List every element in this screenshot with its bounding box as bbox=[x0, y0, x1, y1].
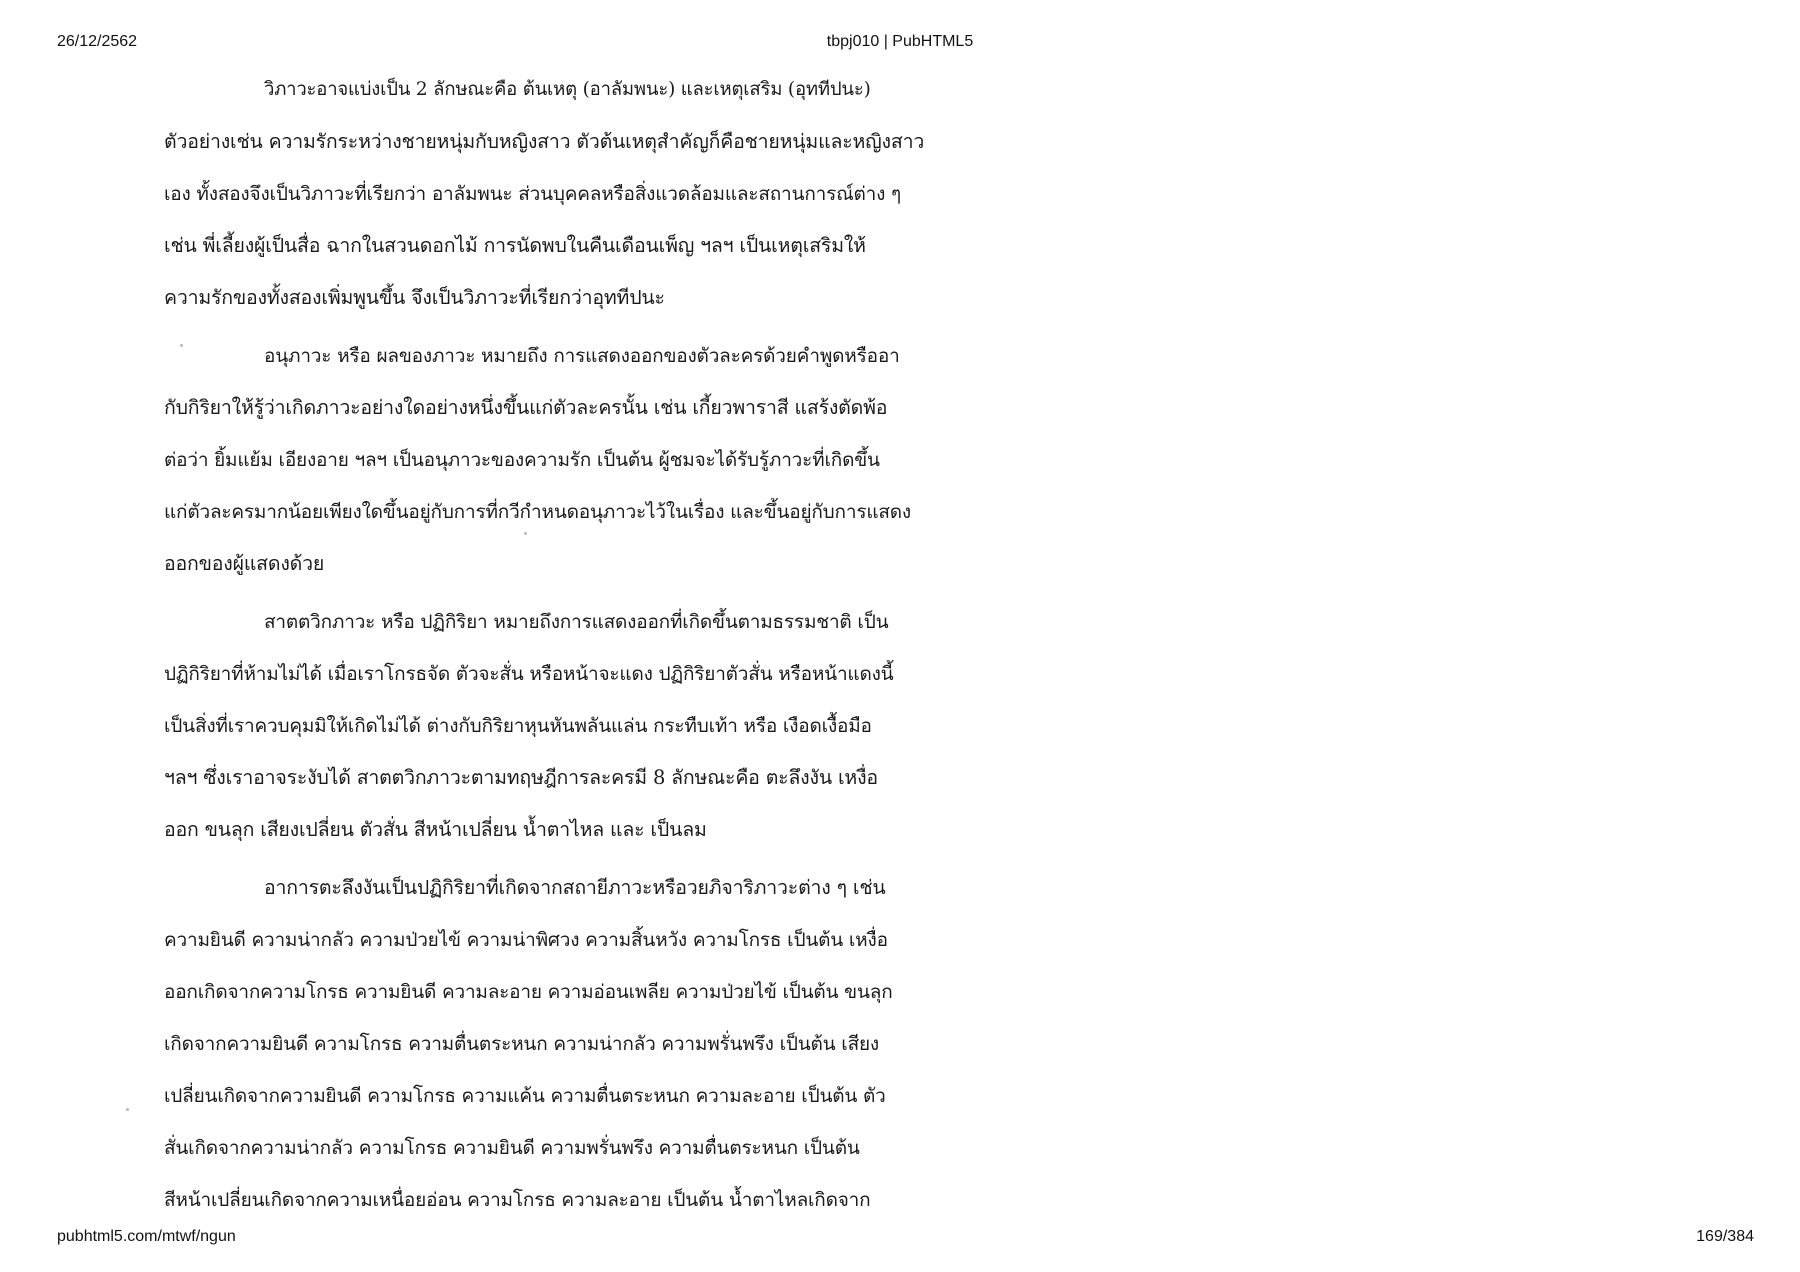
text-line: เช่น พี่เลี้ยงผู้เป็นสื่อ ฉากในสวนดอกไม้ การนัดพบในคืนเดือนเพ็ญ ฯลฯ เป็นเหตุเสริมให้ bbox=[164, 234, 866, 257]
text-line: แก่ตัวละครมากน้อยเพียงใดขึ้นอยู่กับการที่กวีกำหนดอนุภาวะไว้ในเรื่อง และขึ้นอยู่กับการแสดง bbox=[164, 501, 911, 523]
print-date: 26/12/2562 bbox=[57, 33, 138, 50]
text-line: วิภาวะอาจแบ่งเป็น 2 ลักษณะคือ ต้นเหตุ (อาลัมพนะ) และเหตุเสริม (อุททีปนะ) bbox=[264, 79, 871, 100]
text-line: ความยินดี ความน่ากลัว ความป่วยไข้ ความน่าพิศวง ความสิ้นหวัง ความโกรธ เป็นต้น เหงื่อ bbox=[164, 929, 888, 951]
text-line: ฯลฯ ซึ่งเราอาจระงับได้ สาตตวิกภาวะตามทฤษฎีการละครมี 8 ลักษณะคือ ตะลึงงัน เหงื่อ bbox=[164, 766, 878, 789]
scan-speck bbox=[126, 1108, 129, 1111]
page-counter: 169/384 bbox=[1696, 1228, 1754, 1245]
text-line: สีหน้าเปลี่ยนเกิดจากความเหนื่อยอ่อน ความโกรธ ความละอาย เป็นต้น น้ำตาไหลเกิดจาก bbox=[164, 1189, 871, 1211]
text-line: ออกเกิดจากความโกรธ ความยินดี ความละอาย ความอ่อนเพลีย ความป่วยไข้ เป็นต้น ขนลุก bbox=[164, 981, 893, 1003]
text-line: ตัวอย่างเช่น ความรักระหว่างชายหนุ่มกับหญิงสาว ตัวต้นเหตุสำคัญก็คือชายหนุ่มและหญิงสาว bbox=[164, 130, 925, 153]
text-line: ออกของผู้แสดงด้วย bbox=[164, 552, 325, 575]
text-line: อนุภาวะ หรือ ผลของภาวะ หมายถึง การแสดงออกของตัวละครด้วยคำพูดหรืออา bbox=[264, 345, 900, 367]
text-line: ความรักของทั้งสองเพิ่มพูนขึ้น จึงเป็นวิภาวะที่เรียกว่าอุททีปนะ bbox=[164, 286, 665, 309]
text-line: สั่นเกิดจากความน่ากลัว ความโกรธ ความยินดี ความพรั่นพรึง ความตื่นตระหนก เป็นต้น bbox=[164, 1137, 860, 1159]
scan-speck bbox=[524, 532, 527, 535]
text-line: ออก ขนลุก เสียงเปลี่ยน ตัวสั่น สีหน้าเปลี่ยน น้ำตาไหล และ เป็นลม bbox=[164, 818, 707, 841]
text-line: เปลี่ยนเกิดจากความยินดี ความโกรธ ความแค้น ความตื่นตระหนก ความละอาย เป็นต้น ตัว bbox=[164, 1085, 886, 1107]
text-line: ปฏิกิริยาที่ห้ามไม่ได้ เมื่อเราโกรธจัด ตัวจะสั่น หรือหน้าจะแดง ปฏิกิริยาตัวสั่น หรือหน้าแดงนี้ bbox=[164, 663, 894, 685]
text-line: เอง ทั้งสองจึงเป็นวิภาวะที่เรียกว่า อาลัมพนะ ส่วนบุคคลหรือสิ่งแวดล้อมและสถานการณ์ต่าง ๆ bbox=[164, 183, 902, 205]
source-url: pubhtml5.com/mtwf/ngun bbox=[57, 1228, 236, 1245]
text-line: เป็นสิ่งที่เราควบคุมมิให้เกิดไม่ได้ ต่างกับกิริยาหุนหันพลันแล่น กระทืบเท้า หรือ เงือดเงื้อมือ bbox=[164, 715, 872, 737]
text-line: เกิดจากความยินดี ความโกรธ ความตื่นตระหนก ความน่ากลัว ความพรั่นพรึง เป็นต้น เสียง bbox=[164, 1033, 879, 1055]
page-title: tbpj010 | PubHTML5 bbox=[826, 33, 974, 50]
scan-speck bbox=[180, 344, 183, 347]
text-line: ต่อว่า ยิ้มแย้ม เอียงอาย ฯลฯ เป็นอนุภาวะของความรัก เป็นต้น ผู้ชมจะได้รับรู้ภาวะที่เกิดขึ้น bbox=[164, 449, 880, 471]
text-line: กับกิริยาให้รู้ว่าเกิดภาวะอย่างใดอย่างหนึ่งขึ้นแก่ตัวละครนั้น เช่น เกี้ยวพาราสี แสร้งตัดพ้อ bbox=[164, 396, 888, 419]
text-line: อาการตะลึงงันเป็นปฏิกิริยาที่เกิดจากสถายีภาวะหรือวยภิจาริภาวะต่าง ๆ เช่น bbox=[264, 876, 886, 899]
text-line: สาตตวิกภาวะ หรือ ปฏิกิริยา หมายถึงการแสดงออกที่เกิดขึ้นตามธรรมชาติ เป็น bbox=[264, 611, 889, 633]
scanned-page bbox=[150, 60, 1000, 1220]
